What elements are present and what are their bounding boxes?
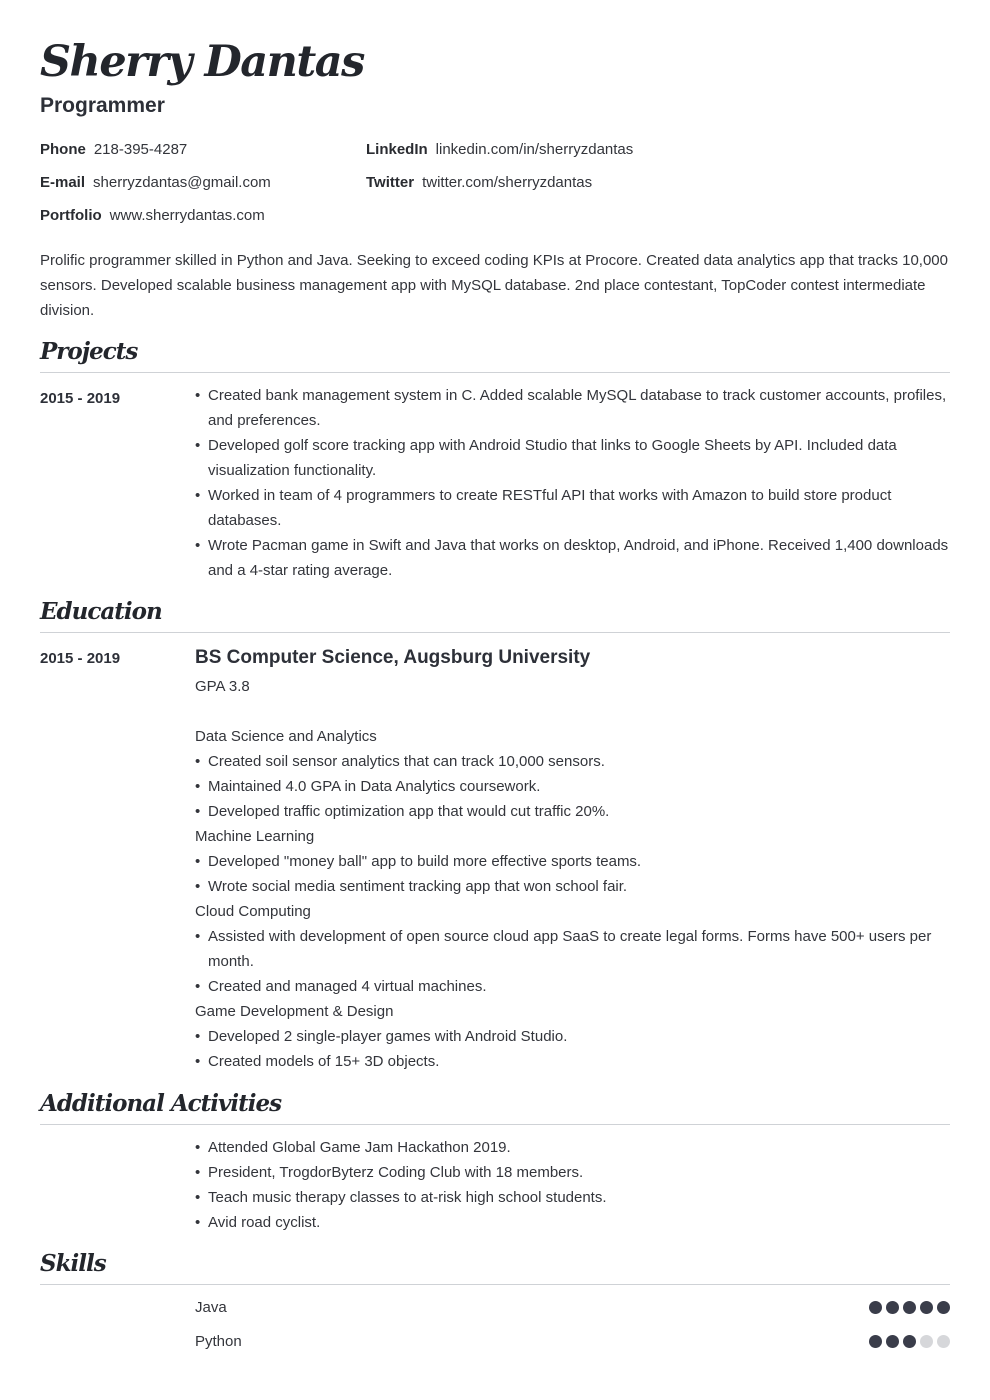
course-group-heading: Cloud Computing <box>195 903 311 920</box>
summary-paragraph: Prolific programmer skilled in Python and Java. Seeking to exceed coding KPIs at Procore. Created data analytics app that tracks 10,000 sensors. Developed scalable business management app with MySQL database. 2nd place contestant, TopCoder contest intermediate division. <box>40 252 948 319</box>
projects-heading: Projects <box>40 338 138 365</box>
activities-divider <box>40 1124 950 1125</box>
activities-block <box>195 1135 950 1235</box>
projects-list-block <box>195 383 950 583</box>
skills-heading: Skills <box>40 1250 106 1277</box>
projects-list <box>195 383 950 583</box>
course-group-heading: Data Science and Analytics <box>195 728 377 745</box>
rating-dot-filled <box>869 1335 882 1348</box>
portfolio-label: Portfolio <box>40 207 102 224</box>
projects-divider <box>40 372 950 373</box>
course-item: • Maintained 4.0 GPA in Data Analytics coursework. <box>195 774 950 799</box>
activities-list <box>195 1135 950 1235</box>
activity-item: • Avid road cyclist. <box>195 1210 950 1235</box>
twitter-link[interactable]: twitter.com/sherryzdantas <box>422 174 593 191</box>
course-group-list <box>195 849 950 899</box>
phone-label: Phone <box>40 141 86 158</box>
course-item: • Developed traffic optimization app that would cut traffic 20%. <box>195 799 950 824</box>
contact-portfolio <box>40 207 265 225</box>
skill-rating <box>869 1301 950 1314</box>
education-date: 2015 - 2019 <box>40 650 121 667</box>
activity-item: • Attended Global Game Jam Hackathon 2019. <box>195 1135 950 1160</box>
education-groups <box>195 724 950 1074</box>
project-item: • Wrote Pacman game in Swift and Java that works on desktop, Android, and iPhone. Received 1,400 downloads and a 4-star rating average. <box>195 533 950 583</box>
phone-value: 218-395-4287 <box>93 141 188 158</box>
email-label: E-mail <box>40 174 86 191</box>
course-group-list <box>195 1024 950 1074</box>
linkedin-link[interactable]: linkedin.com/in/sherryzdantas <box>435 141 634 158</box>
project-item: • Developed golf score tracking app with Android Studio that links to Google Sheets by API. Included data visualization functionality. <box>195 433 950 483</box>
project-item: • Created bank management system in C. Added scalable MySQL database to track customer accounts, profiles, and preferences. <box>195 383 950 433</box>
contact-linkedin <box>366 141 633 159</box>
gpa: GPA 3.8 <box>195 678 250 695</box>
email-value[interactable]: sherryzdantas@gmail.com <box>93 174 271 191</box>
twitter-label: Twitter <box>366 174 415 191</box>
rating-dot-filled <box>869 1301 882 1314</box>
skill-rating <box>869 1335 950 1348</box>
activity-item: • President, TrogdorByterz Coding Club with 18 members. <box>195 1160 950 1185</box>
education-heading: Education <box>40 598 162 625</box>
course-group-list <box>195 924 950 999</box>
contact-email <box>40 174 271 192</box>
contact-twitter <box>366 174 592 192</box>
degree-title: BS Computer Science, Augsburg University <box>195 647 591 668</box>
job-title: Programmer <box>40 94 165 117</box>
skill-row <box>195 1333 950 1350</box>
course-group-heading: Game Development & Design <box>195 1003 394 1020</box>
education-divider <box>40 632 950 633</box>
activity-item: • Teach music therapy classes to at-risk high school students. <box>195 1185 950 1210</box>
portfolio-link[interactable]: www.sherrydantas.com <box>109 207 265 224</box>
course-item: • Wrote social media sentiment tracking app that won school fair. <box>195 874 950 899</box>
course-item: • Assisted with development of open source cloud app SaaS to create legal forms. Forms have 500+ users per month. <box>195 924 950 974</box>
rating-dot-filled <box>903 1335 916 1348</box>
course-item: • Created models of 15+ 3D objects. <box>195 1049 950 1074</box>
education-block <box>195 646 950 1074</box>
activities-heading: Additional Activities <box>40 1090 282 1117</box>
project-item: • Worked in team of 4 programmers to create RESTful API that works with Amazon to build store product databases. <box>195 483 950 533</box>
course-group-heading: Machine Learning <box>195 828 315 845</box>
skill-row <box>195 1299 950 1316</box>
contact-phone <box>40 141 187 159</box>
skill-name: Python <box>195 1333 242 1350</box>
rating-dot-filled <box>886 1301 899 1314</box>
linkedin-label: LinkedIn <box>366 141 428 158</box>
rating-dot-empty <box>937 1335 950 1348</box>
skill-name: Java <box>195 1299 227 1316</box>
rating-dot-filled <box>920 1301 933 1314</box>
course-item: • Developed "money ball" app to build more effective sports teams. <box>195 849 950 874</box>
rating-dot-filled <box>937 1301 950 1314</box>
projects-date: 2015 - 2019 <box>40 390 121 407</box>
course-item: • Developed 2 single-player games with Android Studio. <box>195 1024 950 1049</box>
rating-dot-empty <box>920 1335 933 1348</box>
rating-dot-filled <box>903 1301 916 1314</box>
course-group-list <box>195 749 950 824</box>
course-item: • Created and managed 4 virtual machines. <box>195 974 950 999</box>
course-item: • Created soil sensor analytics that can track 10,000 sensors. <box>195 749 950 774</box>
skills-divider <box>40 1284 950 1285</box>
rating-dot-filled <box>886 1335 899 1348</box>
candidate-name: Sherry Dantas <box>40 37 364 87</box>
